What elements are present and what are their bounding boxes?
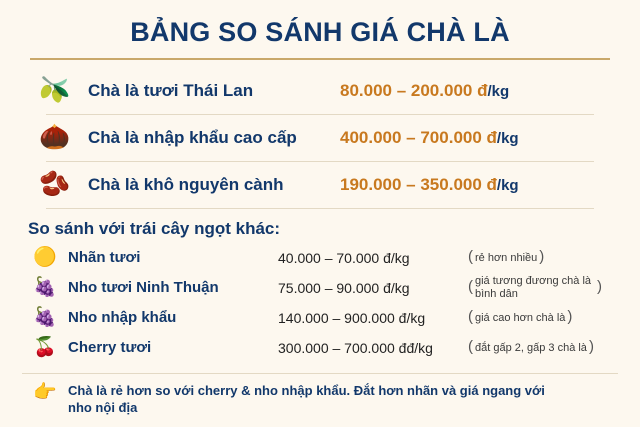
- note-text: giá tương đương chà là bình dân: [475, 275, 591, 300]
- compare-row-price: 75.000 – 90.000 đ/kg: [278, 279, 410, 296]
- cherry-icon: 🍒: [33, 337, 57, 359]
- price-unit: /kg: [496, 129, 519, 147]
- green-dates-icon: 🫒: [39, 76, 71, 105]
- price-value: 80.000 – 200.000 đ: [340, 80, 488, 100]
- paren-close: ): [567, 308, 573, 326]
- paren-open: (: [468, 308, 473, 326]
- date-branch-icon: 🫘: [39, 170, 71, 199]
- compare-row-note: [468, 275, 602, 300]
- grapes-icon: 🍇: [33, 277, 57, 299]
- footer-text: Chà là rẻ hơn so với cherry & nho nhập khẩu. Đắt hơn nhãn và giá ngang với nho nội địa: [68, 382, 545, 416]
- paren-close: ): [588, 338, 594, 356]
- longan-icon: 🟡: [33, 247, 57, 269]
- table-row: [22, 333, 618, 363]
- comparison-list: [0, 243, 640, 363]
- paren-close: ): [597, 278, 602, 296]
- paren-open: (: [468, 248, 473, 266]
- price-value: 190.000 – 350.000 đ: [340, 174, 497, 194]
- main-row-price: [340, 128, 519, 148]
- section-heading: So sánh với trái cây ngọt khác:: [28, 218, 281, 238]
- main-row-label: Chà là khô nguyên cành: [88, 174, 284, 194]
- price-unit: /kg: [496, 176, 519, 194]
- compare-row-label: Nho tươi Ninh Thuận: [68, 279, 219, 297]
- compare-row-note: [468, 309, 572, 326]
- paren-open: (: [468, 278, 473, 296]
- compare-row-price: 140.000 – 900.000 đ/kg: [278, 309, 426, 326]
- main-row-label: Chà là tươi Thái Lan: [88, 80, 254, 100]
- compare-row-note: [468, 249, 544, 266]
- note-text: giá cao hơn chà là: [475, 311, 566, 324]
- pointing-hand-icon: 👉: [33, 381, 57, 403]
- compare-row-label: Cherry tươi: [68, 339, 152, 357]
- main-row-label: Chà là nhập khẩu cao cấp: [88, 127, 297, 147]
- table-row: [22, 243, 618, 273]
- compare-row-label: Nho nhập khẩu: [68, 309, 177, 327]
- note-text: đắt gấp 2, gấp 3 chà là: [475, 341, 587, 354]
- main-row: [22, 68, 618, 114]
- main-price-list: [0, 68, 640, 209]
- price-unit: /kg: [487, 82, 510, 100]
- main-row: [22, 115, 618, 161]
- brown-dates-icon: 🌰: [39, 123, 71, 152]
- main-row-price: [340, 81, 509, 101]
- paren-close: ): [539, 248, 545, 266]
- compare-row-note: [468, 339, 594, 356]
- page-title: BẢNG SO SÁNH GIÁ CHÀ LÀ: [130, 17, 510, 47]
- title-divider: [30, 58, 610, 60]
- row-divider: [46, 208, 594, 209]
- table-row: [22, 303, 618, 333]
- note-text: rẻ hơn nhiều: [475, 251, 538, 264]
- footer-summary: [22, 373, 618, 417]
- imported-grapes-icon: 🍇: [33, 307, 57, 329]
- main-row-price: [340, 175, 519, 195]
- table-row: [22, 273, 618, 303]
- paren-open: (: [468, 338, 473, 356]
- main-row: [22, 162, 618, 208]
- compare-row-price: 40.000 – 70.000 đ/kg: [278, 249, 410, 266]
- price-value: 400.000 – 700.000 đ: [340, 127, 497, 147]
- compare-row-label: Nhãn tươi: [68, 249, 141, 267]
- compare-row-price: 300.000 – 700.000 đđ/kg: [278, 339, 433, 356]
